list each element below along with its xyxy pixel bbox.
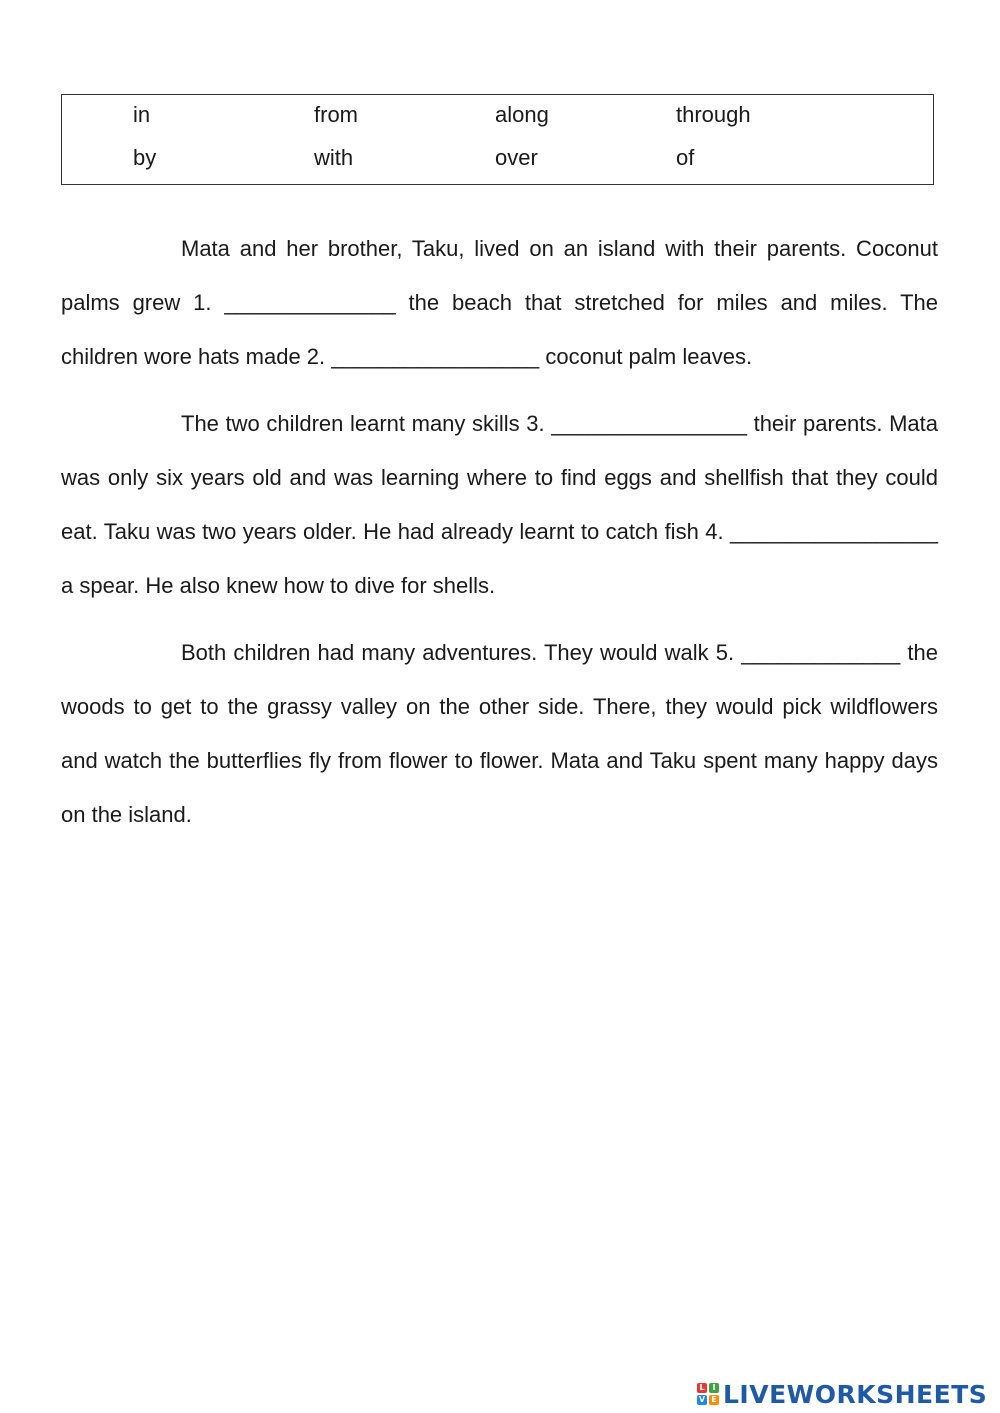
logo-mark-icon [697,1383,719,1405]
paragraph-text: coconut palm leaves. [539,344,753,369]
paragraph-text: Both children had many adventures. They would walk 5. [181,640,742,665]
word-bank-word: over [495,145,538,170]
word-bank-word: by [133,145,157,170]
paragraph-text: Mata and her brother, Taku, lived on an island with their parents. Coconut palms grew 1. [61,236,938,315]
word-bank-word: through [676,102,751,127]
paragraph-text: the woods to get to the grassy valley on the other side. There, they would pick wildflowers and watch the butterflies fly from flower to flower. Mata and Taku spent many happy days on the island. [61,640,938,827]
word-bank-word: with [314,145,354,170]
word-bank-word: in [133,102,151,127]
paragraph-text: the beach that stretched for miles and miles. The children wore hats made 2. [61,290,938,369]
story-passage [61,222,938,855]
word-bank-word: along [495,102,549,127]
logo-mark-tile: I [709,1383,719,1393]
paragraph-3 [61,626,938,842]
blank-2[interactable]: _________________ [331,344,540,369]
liveworksheets-logo [697,1378,987,1410]
blank-4[interactable]: _________________ [729,519,938,544]
word-bank-row [62,143,933,173]
paragraph-1 [61,222,938,384]
paragraph-2 [61,397,938,613]
word-bank-word: of [676,145,695,170]
paragraph-text: a spear. He also knew how to dive for shells. [61,573,496,598]
logo-mark-tile: E [709,1395,719,1405]
logo-mark-tile: V [698,1395,706,1404]
paragraph-text: their parents. Mata was only six years old and was learning where to find eggs and shellfish that they could eat. Taku was two years older. He had already learnt to catch fish 4. [61,411,938,544]
logo-text: LIVEWORKSHEETS [723,1379,988,1409]
blank-5[interactable]: _____________ [741,640,901,665]
word-bank-row [62,100,933,130]
blank-1[interactable]: ______________ [224,290,396,315]
logo-mark-tile: L [697,1383,707,1393]
blank-3[interactable]: ________________ [551,411,747,436]
paragraph-text: The two children learnt many skills 3. [181,411,552,436]
word-bank-word: from [314,102,358,127]
word-bank-box [61,94,934,185]
